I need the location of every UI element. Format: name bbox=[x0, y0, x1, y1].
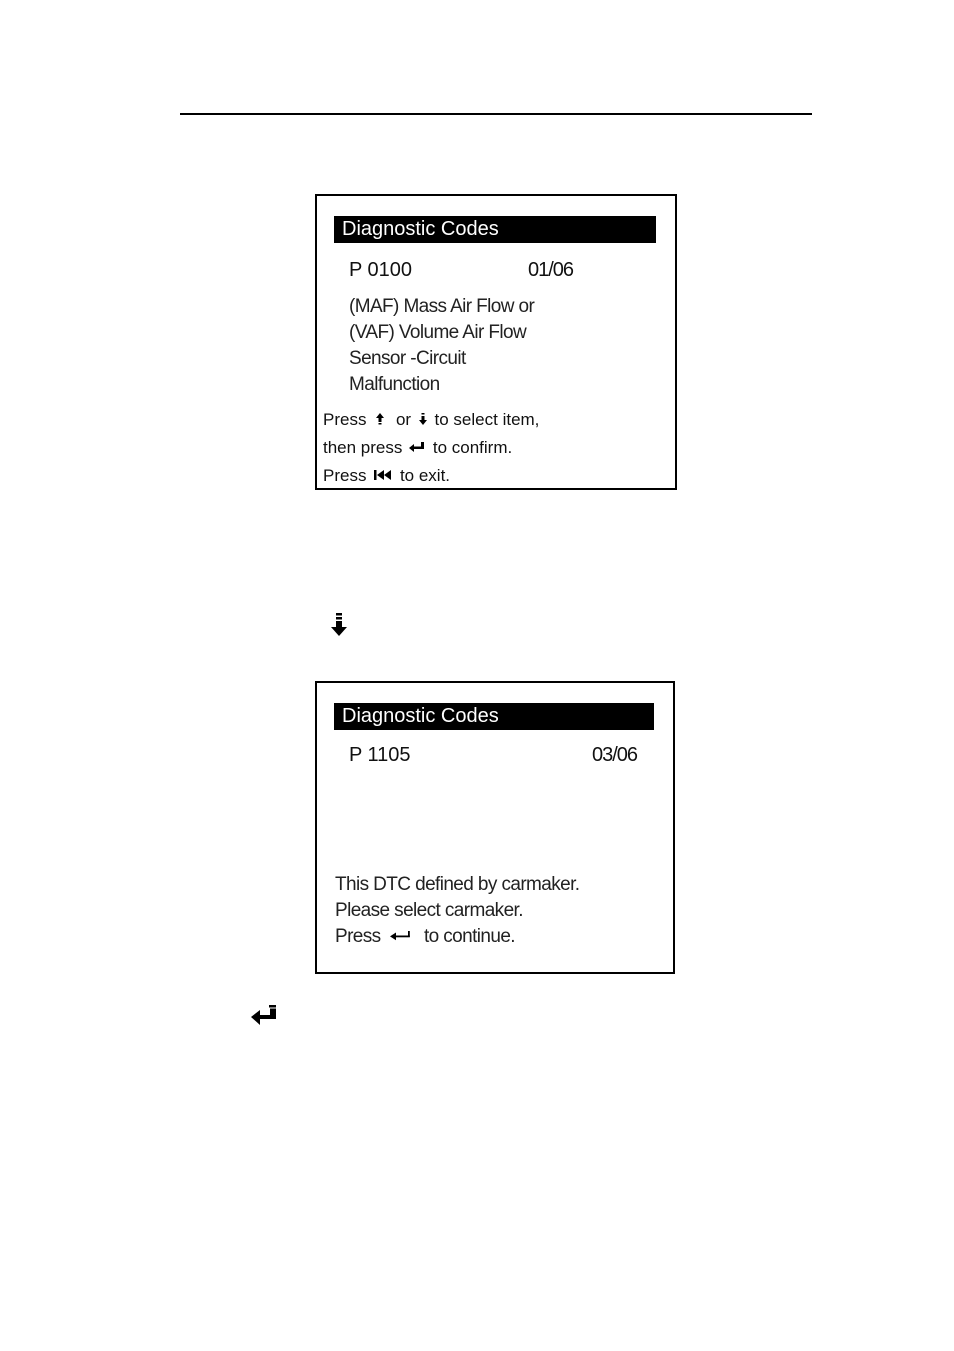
description-line: Sensor -Circuit bbox=[349, 348, 466, 369]
diagnostic-codes-screen-2 bbox=[315, 681, 675, 974]
description-line: (VAF) Volume Air Flow bbox=[349, 322, 527, 343]
up-arrow-icon bbox=[375, 407, 385, 434]
message-text: to continue. bbox=[423, 926, 515, 948]
dtc-code: P 0100 bbox=[349, 259, 413, 281]
top-rule bbox=[180, 113, 812, 115]
enter-icon bbox=[250, 1004, 280, 1033]
message-line: Please select carmaker. bbox=[335, 900, 523, 921]
instruction-text: Press bbox=[323, 466, 367, 486]
message-line: This DTC defined by carmaker. bbox=[335, 874, 580, 895]
description-line: Malfunction bbox=[349, 374, 440, 395]
instruction-line-1 bbox=[323, 406, 539, 434]
instruction-text: then press bbox=[323, 438, 403, 458]
message-text: Press bbox=[335, 926, 381, 948]
message-line bbox=[335, 924, 579, 950]
instruction-text: to select item, bbox=[434, 410, 540, 429]
screen-title: Diagnostic Codes bbox=[334, 216, 656, 243]
dtc-description bbox=[349, 294, 534, 398]
instruction-text: Press bbox=[323, 410, 367, 429]
enter-icon bbox=[408, 435, 426, 462]
down-arrow-icon bbox=[330, 612, 348, 643]
instruction-text: or bbox=[395, 410, 412, 429]
instruction-text: to exit. bbox=[399, 466, 451, 486]
instruction-text: to confirm. bbox=[432, 438, 513, 458]
dtc-counter: 03/06 bbox=[592, 744, 638, 766]
dtc-counter: 01/06 bbox=[528, 259, 574, 281]
screen-title: Diagnostic Codes bbox=[334, 703, 654, 730]
description-line: (MAF) Mass Air Flow or bbox=[349, 296, 535, 317]
dtc-code: P 1105 bbox=[349, 744, 411, 766]
down-arrow-icon bbox=[418, 407, 428, 434]
instruction-line-2 bbox=[323, 434, 539, 462]
instruction-line-3 bbox=[323, 462, 539, 490]
instructions bbox=[323, 406, 539, 490]
exit-icon bbox=[373, 463, 393, 490]
enter-icon bbox=[389, 924, 413, 950]
diagnostic-codes-screen-1 bbox=[315, 194, 677, 490]
carmaker-message bbox=[335, 872, 579, 950]
